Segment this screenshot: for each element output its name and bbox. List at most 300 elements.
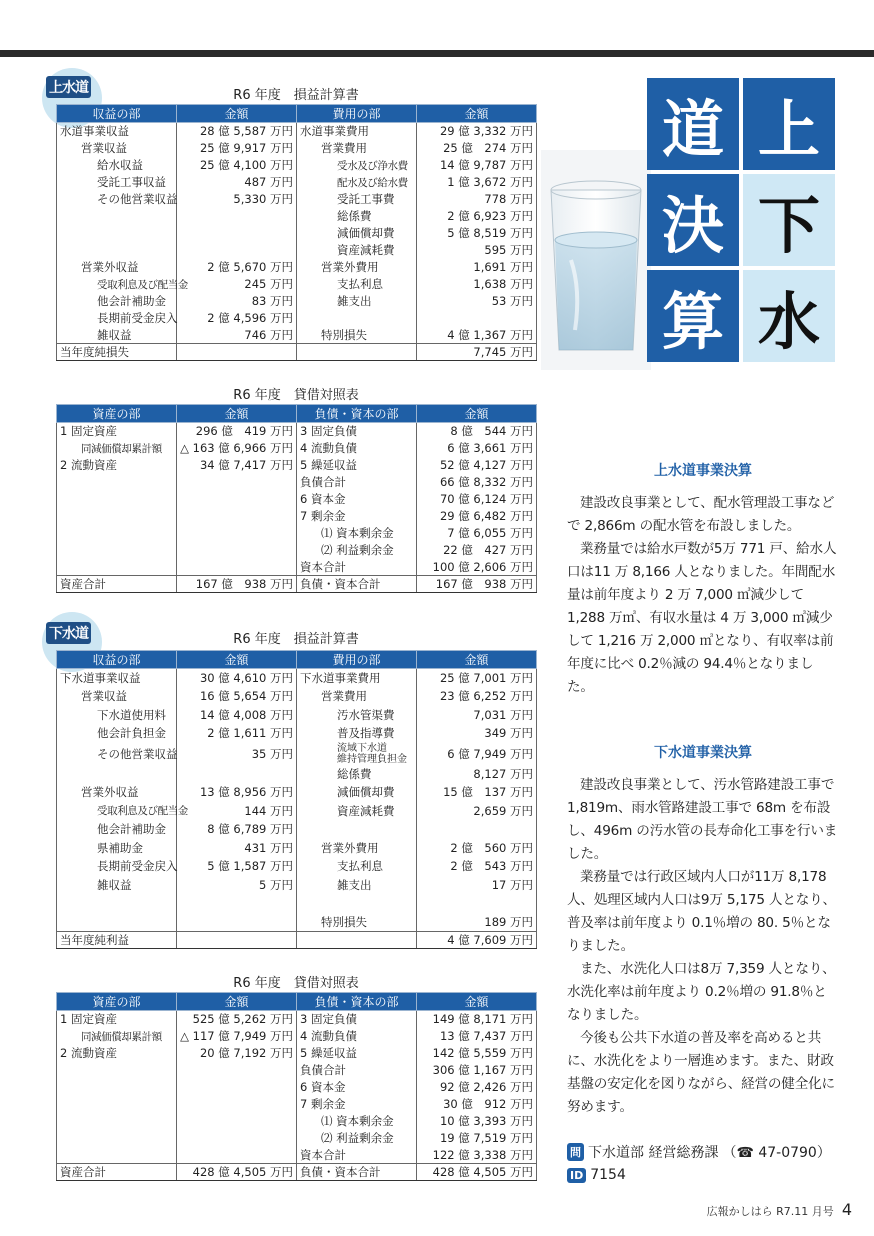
- row-amount: 6 億 3,661 万円: [417, 440, 537, 457]
- row-label: [57, 1113, 177, 1130]
- row-amount: [417, 820, 537, 839]
- row-amount: 7,031 万円: [417, 706, 537, 725]
- row-amount: [177, 242, 297, 259]
- row-label: 汚水管渠費: [297, 706, 417, 725]
- table-row: [57, 293, 537, 310]
- row-label: 資本合計: [297, 1147, 417, 1164]
- table-row: [57, 123, 537, 140]
- row-label: 負債合計: [297, 474, 417, 491]
- water-pl-header-row: [57, 105, 537, 123]
- row-label: [57, 1079, 177, 1096]
- row-amount: [177, 525, 297, 542]
- total-label: 負債・資本合計: [297, 576, 417, 593]
- row-amount: 6 億 7,949 万円: [417, 743, 537, 765]
- row-label: 資産減耗費: [297, 802, 417, 821]
- row-label: 他会計補助金: [57, 293, 177, 310]
- row-amount: 306 億 1,167 万円: [417, 1062, 537, 1079]
- table-row: [57, 542, 537, 559]
- table-row: [57, 508, 537, 525]
- row-label: 減価償却費: [297, 783, 417, 802]
- row-amount: 4 億 1,367 万円: [417, 327, 537, 344]
- article-water-heading: 上水道事業決算: [654, 463, 752, 479]
- table-row: [57, 765, 537, 784]
- row-amount: 35 万円: [177, 743, 297, 765]
- row-amount: 8,127 万円: [417, 765, 537, 784]
- row-label: 2 流動資産: [57, 1045, 177, 1062]
- row-label: 支払利息: [297, 857, 417, 876]
- table-row: [57, 839, 537, 858]
- title-char-ka: 下: [743, 174, 835, 266]
- article-sewer-p4: 今後も公共下水道の普及率を高めると共に、水洗化をより一層進めます。また、財政基盤の安定化を図りながら、経営の健全化に努めます。: [567, 1030, 835, 1115]
- table-row: [57, 276, 537, 293]
- row-label: [57, 765, 177, 784]
- row-label: 下水道事業費用: [297, 669, 417, 688]
- row-label: [57, 225, 177, 242]
- total-label: 資産合計: [57, 576, 177, 593]
- row-amount: 1 億 3,672 万円: [417, 174, 537, 191]
- total-label: [297, 344, 417, 361]
- row-label: [57, 1062, 177, 1079]
- row-amount: 149 億 8,171 万円: [417, 1011, 537, 1028]
- row-amount: 83 万円: [177, 293, 297, 310]
- table-row: [57, 802, 537, 821]
- row-label: 下水道使用料: [57, 706, 177, 725]
- row-label: [57, 1130, 177, 1147]
- id-line: [567, 1167, 626, 1183]
- row-label: 1 固定資産: [57, 1011, 177, 1028]
- row-label: 受託工事収益: [57, 174, 177, 191]
- table-row: [57, 310, 537, 327]
- row-amount: [177, 894, 297, 913]
- page-footer: [707, 1200, 852, 1219]
- row-amount: 13 億 8,956 万円: [177, 783, 297, 802]
- row-amount: 30 億 912 万円: [417, 1096, 537, 1113]
- table-row: [57, 894, 537, 913]
- contact-id: 7154: [590, 1167, 626, 1183]
- row-label: 流域下水道 維持管理負担金: [297, 743, 417, 765]
- row-amount: 5,330 万円: [177, 191, 297, 208]
- row-amount: 487 万円: [177, 174, 297, 191]
- row-amount: 142 億 5,559 万円: [417, 1045, 537, 1062]
- row-amount: 5 億 1,587 万円: [177, 857, 297, 876]
- water-badge: 上水道: [46, 76, 91, 98]
- row-label: 水道事業費用: [297, 123, 417, 140]
- table-row: [57, 525, 537, 542]
- table-row: [57, 913, 537, 932]
- water-pl-table: [56, 104, 537, 361]
- table-row: [57, 1147, 537, 1164]
- title-char-jo: 上: [743, 78, 835, 170]
- table-row: [57, 457, 537, 474]
- row-amount: 15 億 137 万円: [417, 783, 537, 802]
- row-label: その他営業収益: [57, 191, 177, 208]
- row-amount: 16 億 5,654 万円: [177, 687, 297, 706]
- table-row: [57, 876, 537, 895]
- row-amount: [417, 894, 537, 913]
- row-amount: 5 万円: [177, 876, 297, 895]
- row-amount: 746 万円: [177, 327, 297, 344]
- row-label: [297, 894, 417, 913]
- row-label: 県補助金: [57, 839, 177, 858]
- row-label: 減価償却費: [297, 225, 417, 242]
- table-row: [57, 327, 537, 344]
- article-sewer-heading: 下水道事業決算: [654, 745, 752, 761]
- total-label: [297, 931, 417, 948]
- row-amount: 431 万円: [177, 839, 297, 858]
- table-row: [57, 1096, 537, 1113]
- table-row: [57, 669, 537, 688]
- sewer-bs-total-row: [57, 1164, 537, 1181]
- row-label: 長期前受金戻入: [57, 857, 177, 876]
- total-label: 資産合計: [57, 1164, 177, 1181]
- water-bs-header-2: 負債・資本の部: [297, 405, 417, 423]
- sewer-pl-table: [56, 650, 537, 949]
- row-amount: 189 万円: [417, 913, 537, 932]
- row-label: 7 剰余金: [297, 508, 417, 525]
- row-label: 資産減耗費: [297, 242, 417, 259]
- row-label: ⑵ 利益剰余金: [297, 542, 417, 559]
- row-label: 営業外収益: [57, 259, 177, 276]
- total-amount: 7,745 万円: [417, 344, 537, 361]
- inquiry-mark-icon: 問: [567, 1143, 584, 1161]
- row-amount: 2,659 万円: [417, 802, 537, 821]
- row-label: 6 資本金: [297, 1079, 417, 1096]
- sewer-pl-header-2: 費用の部: [297, 651, 417, 669]
- water-pl-total-row: [57, 344, 537, 361]
- row-label: 給水収益: [57, 157, 177, 174]
- row-label: ⑴ 資本剰余金: [297, 1113, 417, 1130]
- row-amount: 2 億 543 万円: [417, 857, 537, 876]
- table-row: [57, 242, 537, 259]
- row-label: 同減価償却累計額: [57, 440, 177, 457]
- total-amount: 167 億 938 万円: [417, 576, 537, 593]
- row-amount: 25 億 9,917 万円: [177, 140, 297, 157]
- row-label: 5 繰延収益: [297, 1045, 417, 1062]
- row-label: 雑支出: [297, 293, 417, 310]
- row-amount: 70 億 6,124 万円: [417, 491, 537, 508]
- row-label: 受取利息及び配当金: [57, 276, 177, 293]
- id-mark-icon: ID: [567, 1168, 586, 1183]
- row-amount: 2 億 1,611 万円: [177, 724, 297, 743]
- water-glass-illustration: [541, 150, 651, 370]
- water-bs-header-3: 金額: [417, 405, 537, 423]
- total-amount: 4 億 7,609 万円: [417, 931, 537, 948]
- row-amount: 2 億 5,670 万円: [177, 259, 297, 276]
- contact-line: [567, 1142, 831, 1162]
- row-amount: [177, 508, 297, 525]
- row-label: 営業外費用: [297, 839, 417, 858]
- page-number: 4: [841, 1200, 852, 1219]
- row-amount: 778 万円: [417, 191, 537, 208]
- row-label: [297, 820, 417, 839]
- row-label: [57, 1147, 177, 1164]
- row-label: 同減価償却累計額: [57, 1028, 177, 1045]
- article-water: [567, 460, 839, 699]
- row-label: 2 流動資産: [57, 457, 177, 474]
- article-sewer-p2: 業務量では行政区域内人口が11万 8,178 人、処理区域内人口は9万 5,175 人となり、普及率は前年度より 0.1％増の 80. 5％となりました。: [567, 869, 836, 954]
- table-row: [57, 208, 537, 225]
- title-char-san: 算: [647, 270, 739, 362]
- title-char-sui: 水: [743, 270, 835, 362]
- table-row: [57, 1130, 537, 1147]
- row-amount: 595 万円: [417, 242, 537, 259]
- row-label: [297, 310, 417, 327]
- row-label: 6 資本金: [297, 491, 417, 508]
- total-label: 負債・資本合計: [297, 1164, 417, 1181]
- row-amount: 92 億 2,426 万円: [417, 1079, 537, 1096]
- table-row: [57, 474, 537, 491]
- table-row: [57, 724, 537, 743]
- row-amount: 53 万円: [417, 293, 537, 310]
- row-label: 4 流動負債: [297, 1028, 417, 1045]
- row-amount: 296 億 419 万円: [177, 423, 297, 440]
- row-label: [57, 913, 177, 932]
- row-amount: 34 億 7,417 万円: [177, 457, 297, 474]
- article-water-p2: 業務量では給水戸数が5万 771 戸、給水人口は11 万 8,166 人となりました。年間配水量は前年度より 2 万 7,000 ㎥減少して 1,288 万㎥、有収水量は 4 万 3,000 ㎥減少して 1,216 万 2,000 ㎥となり、有収率は前年度に比べ 0.2％減の 94.4％となりました。: [567, 541, 837, 695]
- row-label: 配水及び給水費: [297, 174, 417, 191]
- row-amount: △ 117 億 7,949 万円: [177, 1028, 297, 1045]
- row-label: 他会計負担金: [57, 724, 177, 743]
- row-amount: 25 億 7,001 万円: [417, 669, 537, 688]
- water-pl-header-3: 金額: [417, 105, 537, 123]
- table-row: [57, 491, 537, 508]
- row-label: ⑵ 利益剰余金: [297, 1130, 417, 1147]
- sewer-badge: 下水道: [46, 622, 91, 644]
- sewer-pl-total-row: [57, 931, 537, 948]
- row-label: 他会計補助金: [57, 820, 177, 839]
- row-amount: [177, 474, 297, 491]
- row-amount: 5 億 8,519 万円: [417, 225, 537, 242]
- sewer-pl-header-0: 収益の部: [57, 651, 177, 669]
- row-label: 営業外費用: [297, 259, 417, 276]
- table-row: [57, 1045, 537, 1062]
- row-amount: △ 163 億 6,966 万円: [177, 440, 297, 457]
- row-label: [57, 491, 177, 508]
- sewer-bs-header-3: 金額: [417, 993, 537, 1011]
- total-amount: 428 億 4,505 万円: [417, 1164, 537, 1181]
- row-amount: 14 億 9,787 万円: [417, 157, 537, 174]
- table-row: [57, 1079, 537, 1096]
- row-label: 営業収益: [57, 140, 177, 157]
- article-sewer: [567, 742, 839, 1119]
- row-label: [57, 208, 177, 225]
- row-label: 下水道事業収益: [57, 669, 177, 688]
- row-label: その他営業収益: [57, 743, 177, 765]
- sewer-bs-title: R6 年度 貸借対照表: [233, 976, 359, 991]
- title-char-ketsu: 決: [647, 174, 739, 266]
- water-bs-title: R6 年度 貸借対照表: [233, 388, 359, 403]
- sewer-pl-header-row: [57, 651, 537, 669]
- row-amount: 8 億 6,789 万円: [177, 820, 297, 839]
- row-amount: 30 億 4,610 万円: [177, 669, 297, 688]
- row-label: 普及指導費: [297, 724, 417, 743]
- sewer-bs-header-row: [57, 993, 537, 1011]
- contact-dept: 下水道部 経営総務課: [588, 1145, 719, 1161]
- row-label: 支払利息: [297, 276, 417, 293]
- row-label: [57, 1096, 177, 1113]
- row-amount: 19 億 7,519 万円: [417, 1130, 537, 1147]
- row-amount: [177, 765, 297, 784]
- row-label: 長期前受金戻入: [57, 310, 177, 327]
- water-bs-table: [56, 404, 537, 593]
- row-label: 雑収益: [57, 327, 177, 344]
- water-pl-header-0: 収益の部: [57, 105, 177, 123]
- row-amount: 13 億 7,437 万円: [417, 1028, 537, 1045]
- row-amount: [177, 542, 297, 559]
- publication-name: 広報かしはら R7.11 月号: [706, 1205, 834, 1218]
- row-amount: 144 万円: [177, 802, 297, 821]
- row-label: 7 剰余金: [297, 1096, 417, 1113]
- water-pl-header-1: 金額: [177, 105, 297, 123]
- row-amount: 245 万円: [177, 276, 297, 293]
- row-amount: 2 億 560 万円: [417, 839, 537, 858]
- sewer-pl-header-3: 金額: [417, 651, 537, 669]
- total-amount: 428 億 4,505 万円: [177, 1164, 297, 1181]
- table-row: [57, 743, 537, 765]
- sewer-bs-header-2: 負債・資本の部: [297, 993, 417, 1011]
- table-row: [57, 687, 537, 706]
- contact-phone[interactable]: （☎ 47-0790）: [722, 1145, 831, 1161]
- row-label: 総係費: [297, 208, 417, 225]
- row-amount: [177, 913, 297, 932]
- row-label: 受取利息及び配当金: [57, 802, 177, 821]
- row-label: 受託工事費: [297, 191, 417, 208]
- row-amount: 28 億 5,587 万円: [177, 123, 297, 140]
- row-amount: 122 億 3,338 万円: [417, 1147, 537, 1164]
- table-row: [57, 783, 537, 802]
- total-amount: [177, 344, 297, 361]
- water-bs-header-0: 資産の部: [57, 405, 177, 423]
- table-row: [57, 423, 537, 440]
- row-label: 3 固定負債: [297, 423, 417, 440]
- row-amount: [177, 208, 297, 225]
- row-amount: [177, 1079, 297, 1096]
- table-row: [57, 1028, 537, 1045]
- row-amount: 100 億 2,606 万円: [417, 559, 537, 576]
- row-amount: 29 億 6,482 万円: [417, 508, 537, 525]
- row-label: [57, 508, 177, 525]
- row-amount: 23 億 6,252 万円: [417, 687, 537, 706]
- row-amount: 25 億 4,100 万円: [177, 157, 297, 174]
- total-label: 当年度純損失: [57, 344, 177, 361]
- row-amount: [417, 310, 537, 327]
- row-amount: 525 億 5,262 万円: [177, 1011, 297, 1028]
- row-amount: [177, 225, 297, 242]
- row-label: [57, 542, 177, 559]
- total-amount: [177, 931, 297, 948]
- row-amount: 2 億 6,923 万円: [417, 208, 537, 225]
- row-label: 1 固定資産: [57, 423, 177, 440]
- row-amount: 22 億 427 万円: [417, 542, 537, 559]
- row-label: 受水及び浄水費: [297, 157, 417, 174]
- row-label: 水道事業収益: [57, 123, 177, 140]
- sewer-bs-table: [56, 992, 537, 1181]
- water-pl-header-2: 費用の部: [297, 105, 417, 123]
- row-amount: 17 万円: [417, 876, 537, 895]
- row-amount: 66 億 8,332 万円: [417, 474, 537, 491]
- row-amount: 1,691 万円: [417, 259, 537, 276]
- top-rule: [0, 50, 874, 57]
- row-amount: 25 億 274 万円: [417, 140, 537, 157]
- table-row: [57, 225, 537, 242]
- row-label: 特別損失: [297, 913, 417, 932]
- row-amount: 29 億 3,332 万円: [417, 123, 537, 140]
- sewer-pl-title: R6 年度 損益計算書: [233, 632, 359, 647]
- row-label: 資本合計: [297, 559, 417, 576]
- total-amount: 167 億 938 万円: [177, 576, 297, 593]
- row-label: 雑支出: [297, 876, 417, 895]
- row-label: 5 繰延収益: [297, 457, 417, 474]
- table-row: [57, 559, 537, 576]
- table-row: [57, 1113, 537, 1130]
- table-row: [57, 857, 537, 876]
- row-amount: [177, 1096, 297, 1113]
- table-row: [57, 1011, 537, 1028]
- water-bs-total-row: [57, 576, 537, 593]
- row-amount: 7 億 6,055 万円: [417, 525, 537, 542]
- water-bs-header-1: 金額: [177, 405, 297, 423]
- row-amount: [177, 491, 297, 508]
- article-sewer-p1: 建設改良事業として、汚水管路建設工事で 1,819m、雨水管路建設工事で 68m を布設し、496m の汚水管の長寿命化工事を行いました。: [567, 777, 838, 862]
- row-label: 営業費用: [297, 140, 417, 157]
- water-bs-header-row: [57, 405, 537, 423]
- table-row: [57, 259, 537, 276]
- row-label: 営業外収益: [57, 783, 177, 802]
- row-label: ⑴ 資本剰余金: [297, 525, 417, 542]
- table-row: [57, 191, 537, 208]
- row-amount: [177, 559, 297, 576]
- row-amount: 10 億 3,393 万円: [417, 1113, 537, 1130]
- sewer-pl-header-1: 金額: [177, 651, 297, 669]
- table-row: [57, 140, 537, 157]
- row-label: 営業費用: [297, 687, 417, 706]
- sewer-bs-header-1: 金額: [177, 993, 297, 1011]
- row-label: 特別損失: [297, 327, 417, 344]
- table-row: [57, 1062, 537, 1079]
- row-label: [57, 474, 177, 491]
- table-row: [57, 174, 537, 191]
- row-amount: 349 万円: [417, 724, 537, 743]
- table-row: [57, 157, 537, 174]
- row-label: [57, 894, 177, 913]
- row-label: 負債合計: [297, 1062, 417, 1079]
- article-sewer-p3: また、水洗化人口は8万 7,359 人となり、水洗化率は前年度より 0.2％増の 91.8％となりました。: [567, 961, 836, 1023]
- row-amount: [177, 1113, 297, 1130]
- table-row: [57, 706, 537, 725]
- table-row: [57, 440, 537, 457]
- row-amount: [177, 1147, 297, 1164]
- row-label: 総係費: [297, 765, 417, 784]
- sewer-bs-header-0: 資産の部: [57, 993, 177, 1011]
- row-label: [57, 525, 177, 542]
- row-label: 雑収益: [57, 876, 177, 895]
- row-amount: [177, 1062, 297, 1079]
- row-amount: 2 億 4,596 万円: [177, 310, 297, 327]
- row-amount: 14 億 4,008 万円: [177, 706, 297, 725]
- row-amount: 1,638 万円: [417, 276, 537, 293]
- row-label: [57, 242, 177, 259]
- row-label: [57, 559, 177, 576]
- title-char-do: 道: [647, 78, 739, 170]
- water-pl-title: R6 年度 損益計算書: [233, 88, 359, 103]
- row-amount: [177, 1130, 297, 1147]
- row-label: 4 流動負債: [297, 440, 417, 457]
- row-label: 3 固定負債: [297, 1011, 417, 1028]
- row-label: 営業収益: [57, 687, 177, 706]
- row-amount: 20 億 7,192 万円: [177, 1045, 297, 1062]
- total-label: 当年度純利益: [57, 931, 177, 948]
- row-amount: 8 億 544 万円: [417, 423, 537, 440]
